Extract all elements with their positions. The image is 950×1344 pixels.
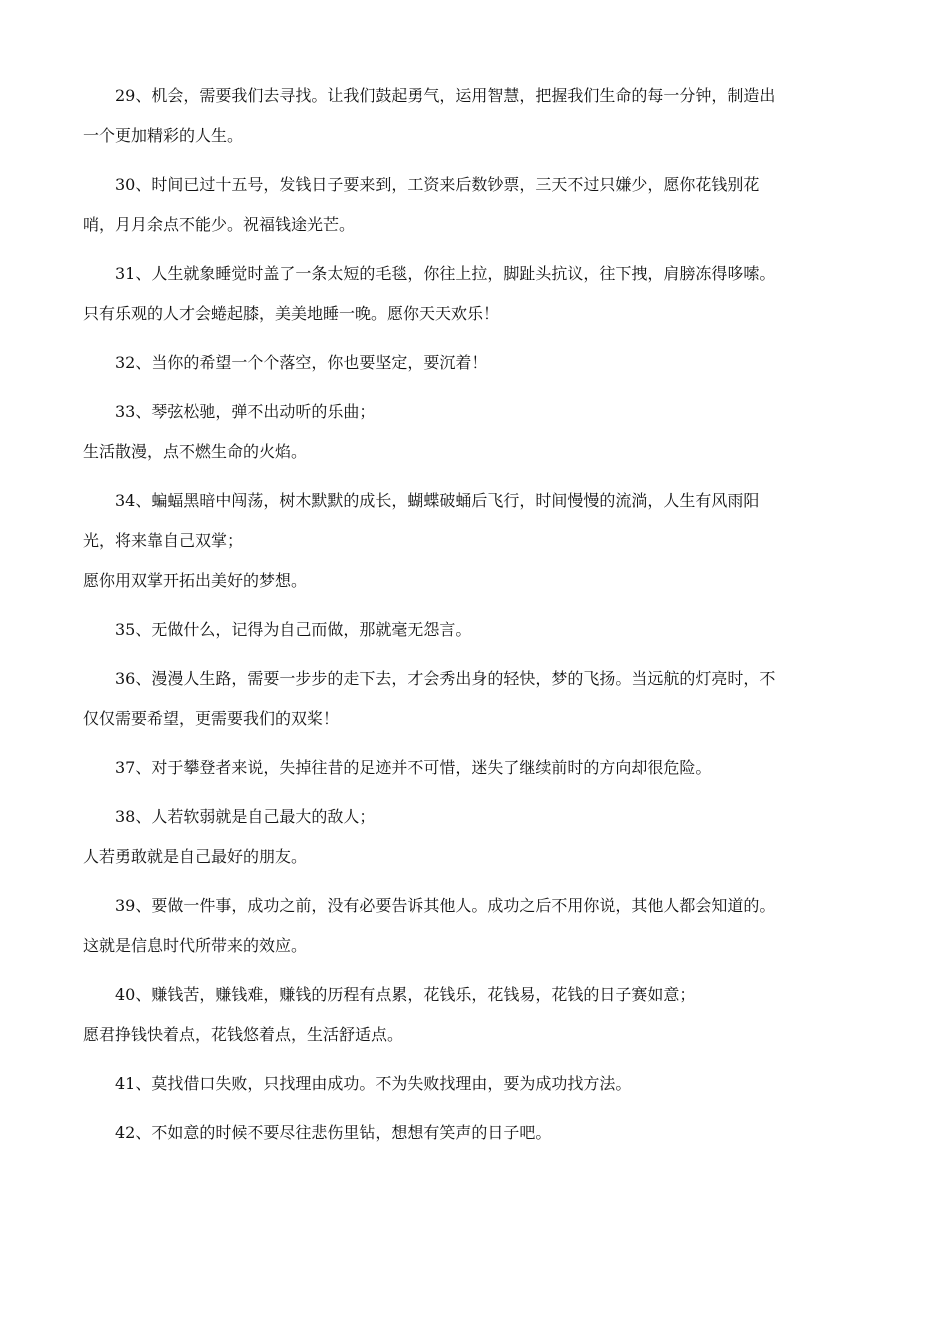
paragraph-line: 愿你用双掌开拓出美好的梦想。 xyxy=(83,571,308,590)
paragraph-line: 仅仅需要希望，更需要我们的双桨！ xyxy=(83,709,340,728)
document-body xyxy=(83,76,863,1162)
paragraph-first-line: 31、人生就象睡觉时盖了一条太短的毛毯，你往上拉，脚趾头抗议，往下拽，肩膀冻得哆嗦。 xyxy=(115,264,776,283)
paragraph-line: 光，将来靠自己双掌； xyxy=(83,531,244,550)
paragraph xyxy=(83,254,863,334)
paragraph-line: 只有乐观的人才会蜷起膝，美美地睡一晚。愿你天天欢乐！ xyxy=(83,304,500,323)
paragraph xyxy=(83,975,863,1055)
paragraph xyxy=(83,165,863,245)
paragraph xyxy=(83,610,863,650)
paragraph-first-line: 36、漫漫人生路，需要一步步的走下去，才会秀出身的轻快，梦的飞扬。当远航的灯亮时，不 xyxy=(115,669,776,688)
paragraph-line: 愿君挣钱快着点，花钱悠着点，生活舒适点。 xyxy=(83,1025,404,1044)
paragraph-first-line: 33、琴弦松驰，弹不出动听的乐曲； xyxy=(115,402,376,421)
paragraph-first-line: 42、不如意的时候不要尽往悲伤里钻，想想有笑声的日子吧。 xyxy=(115,1123,552,1142)
paragraph-first-line: 37、对于攀登者来说，失掉往昔的足迹并不可惜，迷失了继续前时的方向却很危险。 xyxy=(115,758,712,777)
paragraph-first-line: 41、莫找借口失败，只找理由成功。不为失败找理由，要为成功找方法。 xyxy=(115,1074,632,1093)
paragraph-first-line: 39、要做一件事，成功之前，没有必要告诉其他人。成功之后不用你说，其他人都会知道的。 xyxy=(115,896,776,915)
paragraph xyxy=(83,659,863,739)
paragraph xyxy=(83,1064,863,1104)
paragraph xyxy=(83,392,863,472)
paragraph xyxy=(83,748,863,788)
paragraph-first-line: 34、蝙蝠黑暗中闯荡，树木默默的成长，蝴蝶破蛹后飞行，时间慢慢的流淌，人生有风雨阳 xyxy=(115,491,760,510)
paragraph xyxy=(83,76,863,156)
paragraph-first-line: 32、当你的希望一个个落空，你也要坚定，要沉着！ xyxy=(115,353,488,372)
paragraph-line: 这就是信息时代所带来的效应。 xyxy=(83,936,308,955)
paragraph xyxy=(83,797,863,877)
paragraph xyxy=(83,886,863,966)
paragraph-first-line: 38、人若软弱就是自己最大的敌人； xyxy=(115,807,376,826)
paragraph xyxy=(83,481,863,601)
paragraph-first-line: 40、赚钱苦，赚钱难，赚钱的历程有点累，花钱乐，花钱易，花钱的日子赛如意； xyxy=(115,985,696,1004)
paragraph-first-line: 35、无做什么，记得为自己而做，那就毫无怨言。 xyxy=(115,620,472,639)
paragraph-line: 一个更加精彩的人生。 xyxy=(83,126,244,145)
paragraph-line: 人若勇敢就是自己最好的朋友。 xyxy=(83,847,308,866)
paragraph-first-line: 29、机会，需要我们去寻找。让我们鼓起勇气，运用智慧，把握我们生命的每一分钟，制造出 xyxy=(115,86,776,105)
paragraph-line: 哨，月月余点不能少。祝福钱途光芒。 xyxy=(83,215,356,234)
paragraph-first-line: 30、时间已过十五号，发钱日子要来到，工资来后数钞票，三天不过只嫌少，愿你花钱别花 xyxy=(115,175,760,194)
paragraph-line: 生活散漫，点不燃生命的火焰。 xyxy=(83,442,308,461)
paragraph xyxy=(83,343,863,383)
paragraph xyxy=(83,1113,863,1153)
